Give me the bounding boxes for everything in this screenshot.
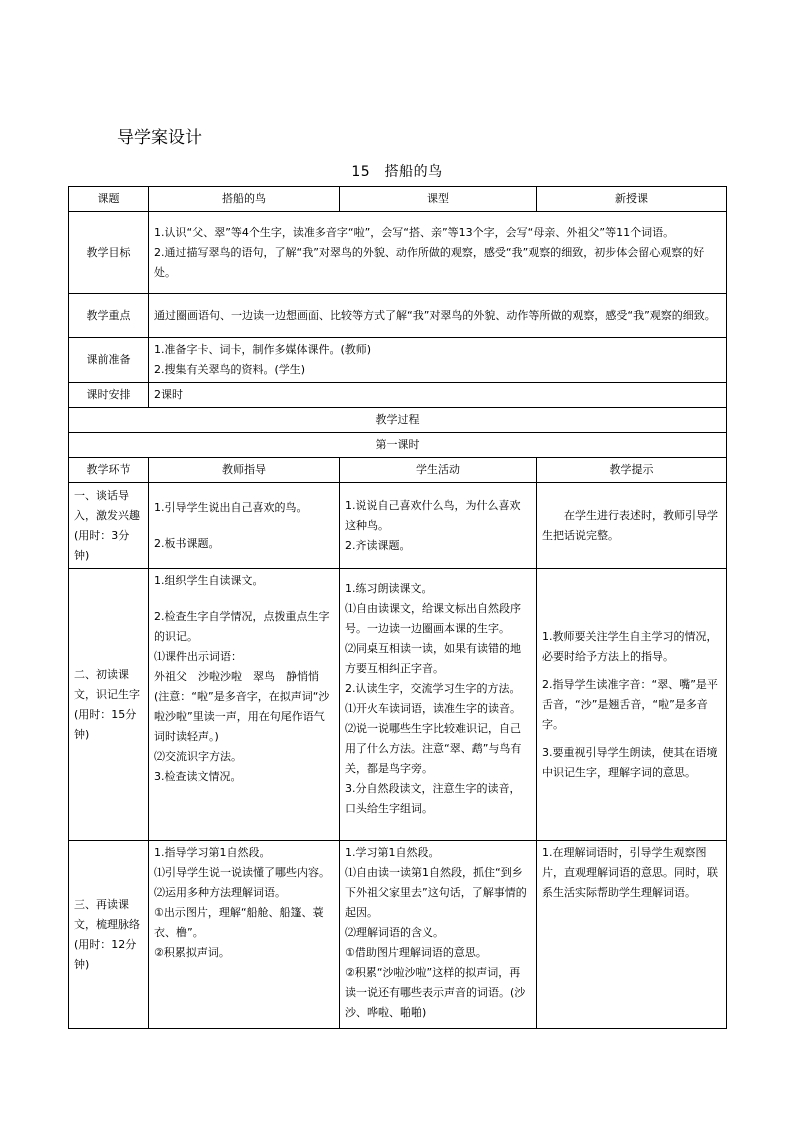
lesson-title: 15 搭船的鸟	[351, 164, 443, 180]
objectives-content	[149, 212, 727, 294]
topic-value: 搭船的鸟	[149, 187, 340, 212]
schedule-value: 2课时	[149, 383, 727, 408]
schedule-row	[69, 383, 727, 408]
prep-content	[149, 338, 727, 383]
student-activity	[340, 841, 537, 1029]
student-item: 1.练习朗读课文。	[345, 582, 433, 595]
student-item: ⑴自由读一读第1自然段，抓住“到乡下外祖父家里去”这句话，了解事情的起因。	[345, 866, 527, 919]
teacher-item: ①出示图片，理解“船舱、船篷、蓑衣、橹”。	[154, 906, 324, 939]
stage-name: 一、谈话导入，激发兴趣(用时：3分钟)	[69, 483, 149, 569]
type-label: 课型	[340, 187, 537, 212]
stage-row	[69, 841, 727, 1029]
objective-item: 2.通过描写翠鸟的语句，了解“我”对翠鸟的外貌、动作所做的观察，感受“我”观察的细致，初步体会留心观察的好处。	[154, 245, 705, 279]
schedule-label: 课时安排	[69, 383, 149, 408]
teaching-tips	[537, 841, 727, 1029]
column-header: 学生活动	[340, 458, 537, 483]
prep-item: 2.搜集有关翠鸟的资料。(学生)	[154, 363, 306, 376]
stage-name: 二、初读课文，识记生字(用时：15分钟)	[69, 569, 149, 841]
stage-row	[69, 483, 727, 569]
student-item: 1.学习第1自然段。	[345, 846, 440, 859]
objective-item: 1.认识“父、翠”等4个生字，读准多音字“啦”，会写“搭、亲”等13个字，会写“母亲、外祖父”等11个词语。	[154, 225, 675, 239]
student-item: ⑵理解词语的含义。	[345, 926, 444, 939]
student-activity	[340, 483, 537, 569]
student-item: 2.认读生字，交流学习生字的方法。	[345, 682, 521, 695]
tip-item: 2.指导学生读准字音：“翠、嘴”是平舌音，“沙”是翘舌音，“啦”是多音字。	[542, 677, 718, 731]
teacher-guidance	[149, 483, 340, 569]
objectives-label: 教学目标	[69, 212, 149, 294]
teaching-tips	[537, 569, 727, 841]
teacher-guidance	[149, 569, 340, 841]
focus-content: 通过圈画语句、一边读一边想画面、比较等方式了解“我”对翠鸟的外貌、动作等所做的观察，感受“我”观察的细致。	[149, 294, 727, 338]
stage-name: 三、再读课文，梳理脉络(用时：12分钟)	[69, 841, 149, 1029]
topic-label: 课题	[69, 187, 149, 212]
tip-item: 1.教师要关注学生自主学习的情况，必要时给予方法上的指导。	[542, 629, 718, 663]
period-title: 第一课时	[69, 433, 727, 458]
teacher-guidance	[149, 841, 340, 1029]
student-item: 3.分自然段读文，注意生字的读音，口头给生字组词。	[345, 782, 521, 815]
teacher-item: ⑴课件出示词语：	[154, 650, 242, 663]
focus-label: 教学重点	[69, 294, 149, 338]
column-header: 教师指导	[149, 458, 340, 483]
focus-row	[69, 294, 727, 338]
objectives-row	[69, 212, 727, 294]
student-item: ⑴开火车读词语，读准生字的读音。	[345, 702, 521, 715]
process-title-row	[69, 408, 727, 433]
student-item: 1.说说自己喜欢什么鸟，为什么喜欢这种鸟。	[345, 498, 521, 532]
teacher-item: 外祖父 沙啦沙啦 翠鸟 静悄悄	[154, 670, 319, 683]
teacher-item: ②积累拟声词。	[154, 946, 230, 959]
teacher-item: 2.检查生字自学情况，点拨重点生字的识记。	[154, 610, 330, 643]
student-item: ①借助图片理解词语的意思。	[345, 946, 487, 959]
type-value: 新授课	[537, 187, 727, 212]
teacher-item: (注意：“啦”是多音字，在拟声词“沙啦沙啦”里读一声，用在句尾作语气词时读轻声。)	[154, 690, 330, 743]
tip-item: 3.要重视引导学生朗读，使其在语境中识记生字，理解字词的意思。	[542, 745, 718, 779]
teacher-item: ⑴引导学生说一说读懂了哪些内容。	[154, 866, 330, 879]
teacher-item: 1.组织学生自读课文。	[154, 574, 264, 587]
period-title-row	[69, 433, 727, 458]
student-item: ⑴自由读课文，给课文标出自然段序号。一边读一边圈画本课的生字。	[345, 602, 521, 635]
teacher-item: 3.检查读文情况。	[154, 770, 242, 783]
tip-item: 1.在理解词语时，引导学生观察图片，直观理解词语的意思。同时，联系生活实际帮助学生理解词语。	[542, 846, 718, 899]
teacher-item: ⑵运用多种方法理解词语。	[154, 886, 286, 899]
teacher-item: ⑵交流识字方法。	[154, 750, 242, 763]
prep-item: 1.准备字卡、词卡，制作多媒体课件。(教师)	[154, 343, 372, 356]
teaching-tips	[537, 483, 727, 569]
teacher-item: 1.指导学习第1自然段。	[154, 846, 271, 859]
stage-row	[69, 569, 727, 841]
student-item: ②积累“沙啦沙啦”这样的拟声词，再读一说还有哪些表示声音的词语。(沙沙、哗啦、啪啪)	[345, 966, 526, 1019]
student-item: ⑵说一说哪些生字比较难识记，自己用了什么方法。注意“翠、鹉”与鸟有关，都是鸟字旁。	[345, 722, 522, 775]
student-item: ⑵同桌互相读一读，如果有读错的地方要互相纠正字音。	[345, 642, 521, 675]
lesson-plan-table	[68, 186, 727, 1029]
prep-label: 课前准备	[69, 338, 149, 383]
tip-item: 在学生进行表述时，教师引导学生把话说完整。	[542, 508, 718, 542]
header-row	[69, 187, 727, 212]
columns-header-row	[69, 458, 727, 483]
column-header: 教学环节	[69, 458, 149, 483]
student-item: 2.齐读课题。	[345, 538, 411, 552]
student-activity	[340, 569, 537, 841]
teacher-item: 2.板书课题。	[154, 536, 220, 550]
document-title: 导学案设计	[117, 128, 202, 148]
column-header: 教学提示	[537, 458, 727, 483]
teacher-item: 1.引导学生说出自己喜欢的鸟。	[154, 500, 308, 514]
process-title: 教学过程	[69, 408, 727, 433]
prep-row	[69, 338, 727, 383]
